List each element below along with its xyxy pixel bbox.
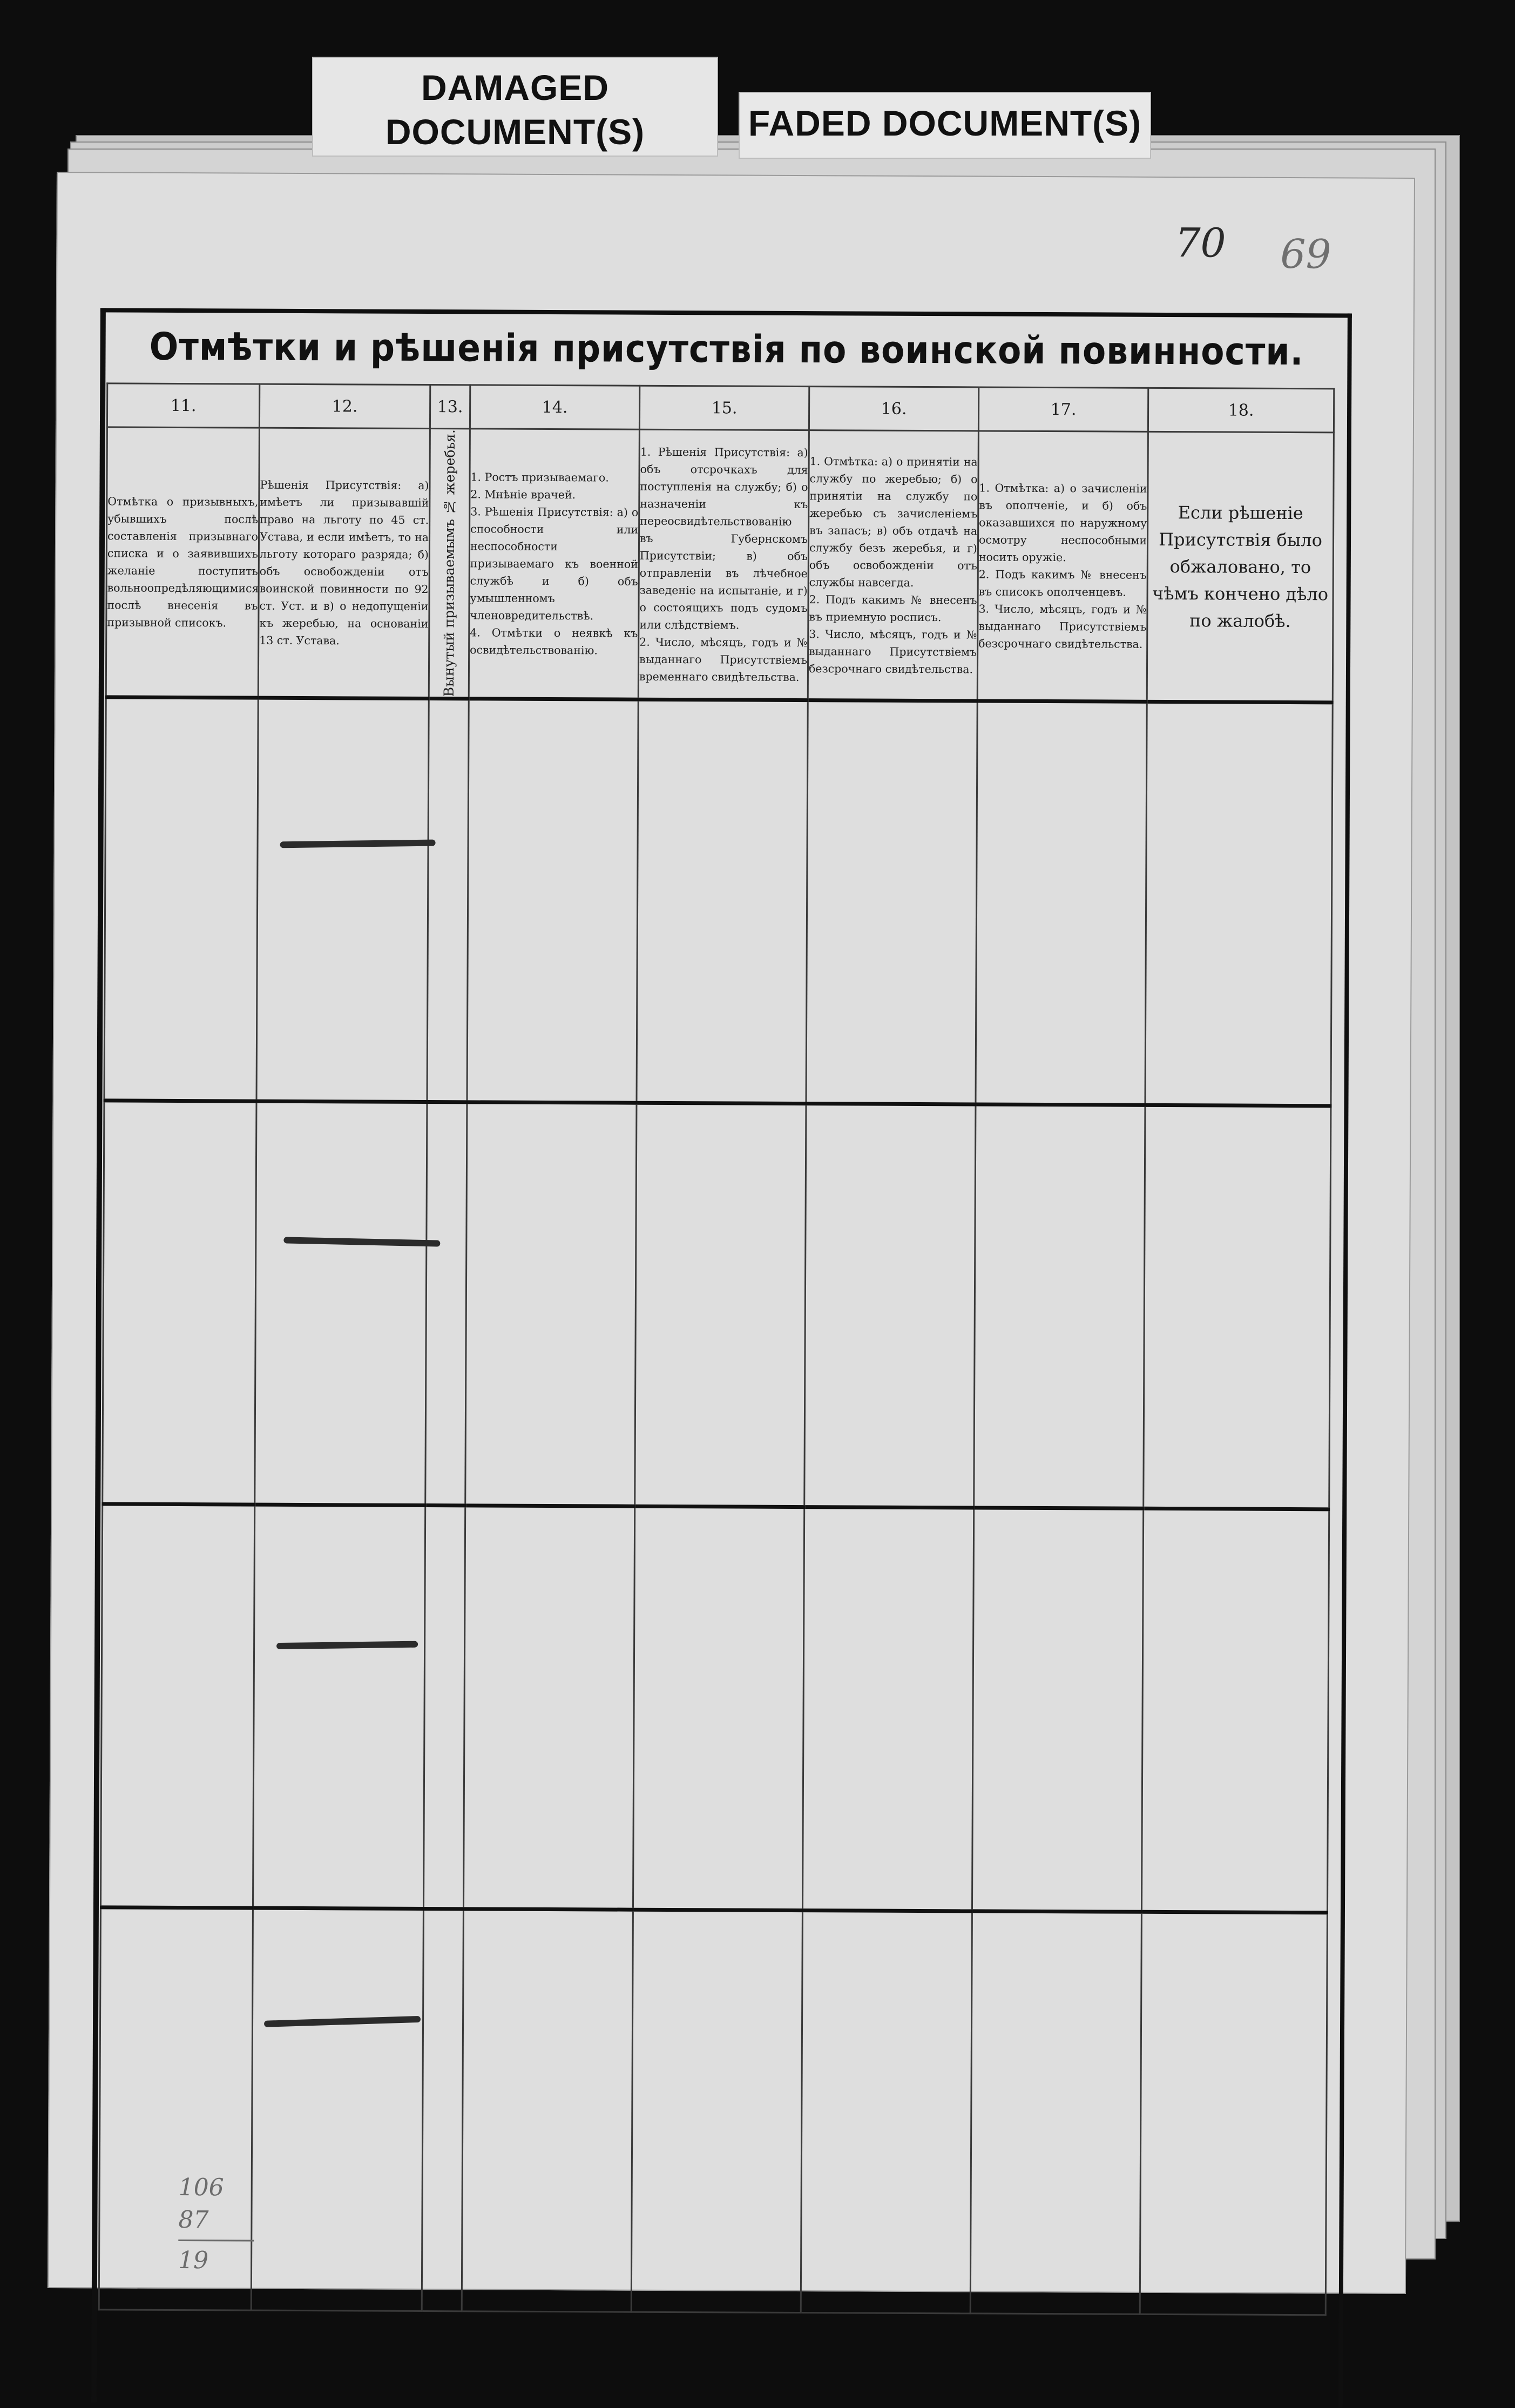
column-number: 17. [978, 387, 1148, 431]
header-col-16: 1. Отмѣтка: а) о принятіи на службу по жеребью; б) о принятіи на службу по жеребью съ зачисленіемъ въ запасъ; в) объ отдачѣ на службу безъ жеребья, и г) объ освобожденіи отъ службы навсегда. 2. Подъ какимъ № внесенъ въ приемную росписъ. 3. Число, мѣсяцъ, годъ и № выданнаго Присутствіемъ безсрочнаго свидѣтельства. [808, 430, 978, 702]
cell [802, 1507, 973, 1911]
column-number: 14. [470, 385, 639, 429]
damaged-documents-tab [312, 57, 718, 157]
cell [467, 699, 638, 1103]
cell [463, 1506, 634, 1910]
cell [976, 701, 1147, 1105]
cell [637, 699, 808, 1103]
cell [1145, 702, 1333, 1106]
cell [100, 1504, 254, 1908]
cell [1141, 1508, 1329, 1912]
dash-mark [280, 840, 436, 848]
dash-mark [264, 2016, 421, 2027]
register-table [98, 382, 1335, 2316]
cell [104, 697, 258, 1101]
cell [253, 1505, 425, 1908]
cell [462, 1909, 633, 2312]
cell [427, 699, 469, 1102]
dash-mark [283, 1237, 440, 1247]
cell [806, 700, 977, 1104]
column-number: 16. [809, 387, 978, 431]
cell [633, 1506, 804, 1910]
folio-number: 70 [1175, 220, 1226, 267]
header-col-12: Рѣшенія Присутствія: а) имѣетъ ли призывавшій право на льготу по 45 ст. Устава, и если имѣетъ, то на льготу котораго разряда; б) объ освобожденіи отъ воинской повинности по 92 ст. Уст. и в) о недопущеніи къ жеребью, на основаніи 13 ст. Устава. [258, 428, 430, 699]
pencil-number: 19 [178, 2247, 209, 2275]
cell [801, 1911, 972, 2313]
cell [972, 1508, 1143, 1912]
column-number: 18. [1148, 388, 1334, 433]
cell [103, 1101, 256, 1505]
header-col-13 [429, 429, 470, 699]
pencil-number: 106 [178, 2174, 224, 2202]
cell [631, 1910, 802, 2312]
cell [256, 698, 429, 1102]
faded-label: FADED DOCUMENT(S) [748, 103, 1142, 143]
cell [1144, 1105, 1331, 1509]
cell [974, 1104, 1145, 1508]
header-col-15: 1. Рѣшенія Присутствія: а) объ отсрочкахъ для поступленія на службу; б) о назначеніи къ переосвидѣтельствованію въ Губернскомъ Присутствіи; в) объ отправленіи въ лѣчебное заведеніе на испытаніе, и г) о состоящихъ подъ судомъ или слѣдствіемъ. 2. Число, мѣсяцъ, годъ и № выданнаго Присутствіемъ временнаго свидѣтельства. [638, 429, 809, 700]
header-col-17: 1. Отмѣтка: а) о зачисленіи въ ополченіе, и б) объ оказавшихся по наружному осмотру неспособными носить оружіе. 2. Подъ какимъ № внесенъ въ списокъ ополченцевъ. 3. Число, мѣсяцъ, годъ и № выданнаго Присутствіемъ безсрочнаго свидѣтельства. [977, 431, 1148, 702]
cell [465, 1102, 637, 1506]
pencil-number: 87 [178, 2206, 209, 2234]
header-col-11: Отмѣтка о призывныхъ, убывшихъ послѣ составленія призывнаго списка и о заявившихъ желаніе поступить вольноопредѣляющимися послѣ внесенія въ призывной списокъ. [106, 427, 259, 698]
table-row [99, 1907, 1327, 2315]
cell [1140, 1912, 1327, 2315]
folio-number-secondary: 69 [1280, 231, 1331, 278]
column-number: 12. [259, 384, 430, 428]
pencil-calculation [178, 2171, 254, 2277]
damaged-label: DAMAGED DOCUMENT(S) [385, 68, 645, 152]
cell [251, 1908, 423, 2311]
table-row [100, 1504, 1329, 1913]
header-col-18: Если рѣшеніе Присутствія было обжаловано, то чѣмъ кончено дѣло по жалобѣ. [1147, 431, 1334, 703]
pencil-rule [178, 2240, 254, 2242]
register-frame [91, 308, 1352, 2407]
cell [804, 1104, 976, 1508]
table-row [103, 1101, 1331, 1509]
register-page [48, 172, 1415, 2294]
cell [970, 1911, 1141, 2314]
column-header-row [106, 427, 1334, 703]
faded-documents-tab [739, 92, 1151, 159]
header-col-13-text: Вынутый призываемымъ № жеребья. [441, 429, 458, 697]
header-col-14: 1. Ростъ призываемаго. 2. Мнѣніе врачей. 3. Рѣшенія Присутствія: а) о способности или неспособности призываемаго къ военной службѣ и б) объ умышленномъ членовредительствѣ. 4. Отмѣтки о неявкѣ къ освидѣтельствованію. [469, 429, 639, 700]
dash-mark [276, 1641, 418, 1649]
column-number: 13. [430, 385, 470, 429]
cell [635, 1103, 806, 1507]
cell [423, 1506, 465, 1909]
page-title: Отмѣтки и рѣшенія присутствія по воинской повинности. [149, 324, 1304, 374]
table-row [104, 697, 1333, 1106]
column-number: 11. [107, 383, 259, 428]
column-number: 15. [639, 386, 809, 430]
cell [255, 1101, 427, 1505]
column-number-row [107, 383, 1334, 433]
cell [422, 1909, 463, 2311]
cell [425, 1102, 467, 1506]
